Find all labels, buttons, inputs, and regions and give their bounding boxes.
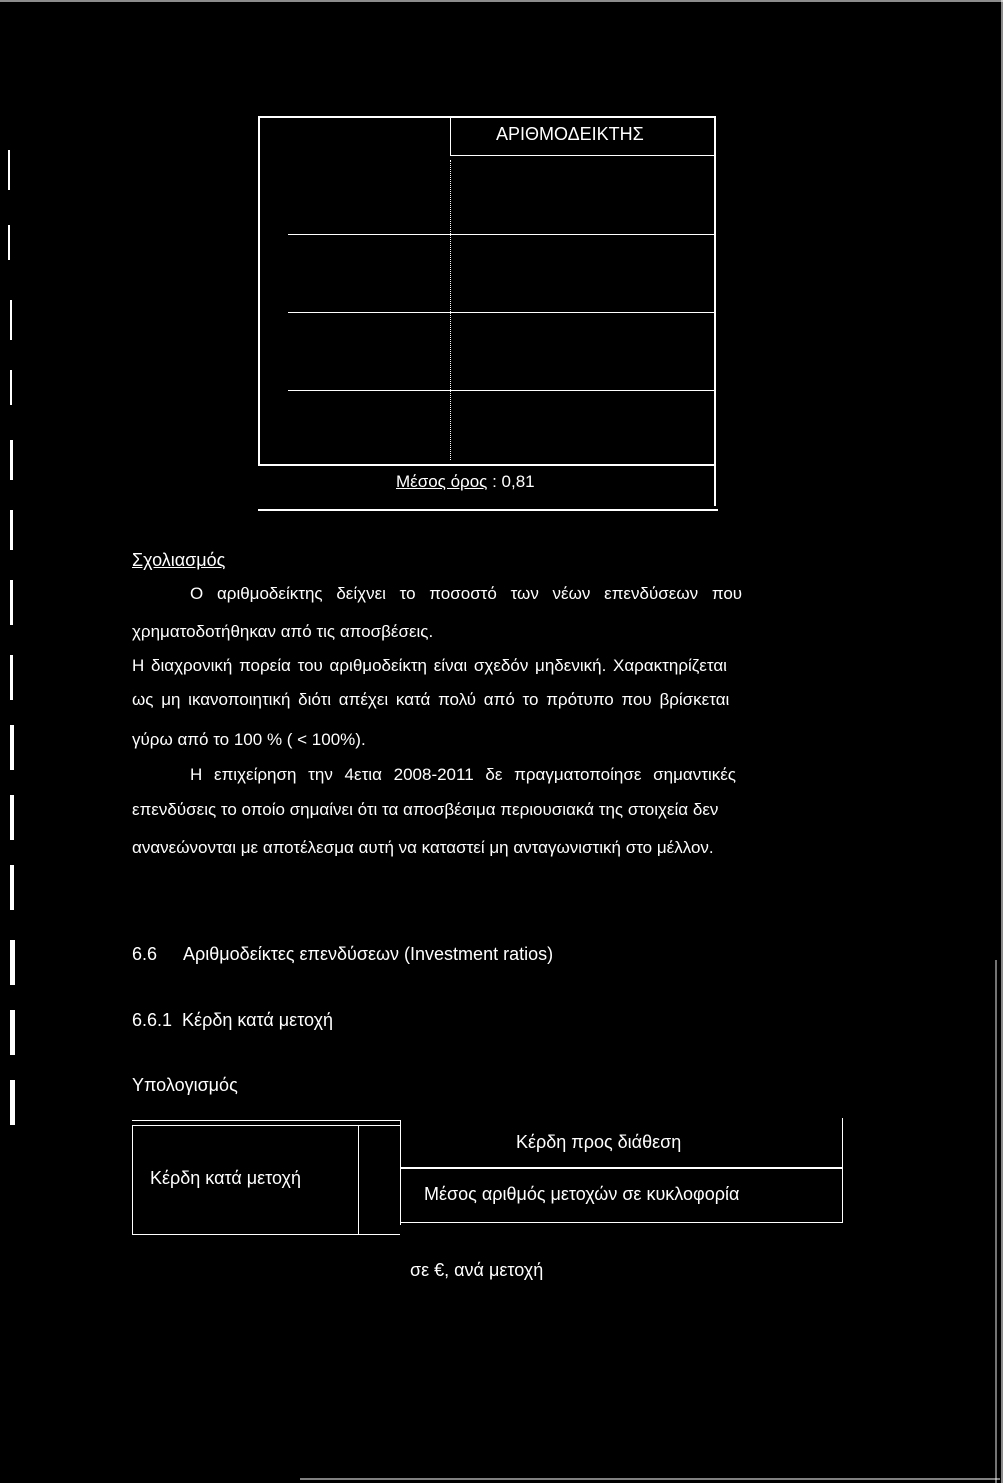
scan-edge-top: [0, 0, 1003, 2]
average-label: Μέσος όρος: [396, 472, 488, 491]
average-value: 0,81: [501, 472, 535, 491]
commentary-line: Η επιχείρηση την 4ετια 2008-2011 δε πραγματοποίησε σημαντικές: [190, 765, 736, 784]
commentary-line: Η διαχρονική πορεία του αριθμοδείκτη είναι σχεδόν μηδενική. Χαρακτηρίζεται: [132, 656, 727, 675]
formula-unit: σε €, ανά μετοχή: [410, 1260, 544, 1280]
commentary-line: Ο αριθμοδείκτης δείχνει το ποσοστό των νέων επενδύσεων που: [190, 584, 743, 603]
section-title: Αριθμοδείκτες επενδύσεων (Investment ratios): [183, 944, 554, 964]
commentary-line: ως μη ικανοποιητική διότι απέχει κατά πολύ από το πρότυπο που βρίσκεται: [132, 690, 730, 709]
scan-edge-bottom: [300, 1478, 1000, 1480]
section-number: 6.6.1: [132, 1010, 173, 1030]
calculation-label: Υπολογισμός: [132, 1075, 238, 1095]
index-table-header: ΑΡΙΘΜΟΔΕΙΚΤΗΣ: [496, 124, 644, 144]
formula-left-label: Κέρδη κατά μετοχή: [150, 1168, 301, 1188]
scan-edge-right-inner: [995, 960, 997, 1483]
commentary-line: ανανεώνονται με αποτέλεσμα αυτή να καταστεί μη ανταγωνιστική στο μέλλον.: [132, 838, 714, 857]
section-6-6-1-heading: [132, 1010, 333, 1031]
average-row: [396, 472, 535, 492]
formula-denominator: Μέσος αριθμός μετοχών σε κυκλοφορία: [424, 1184, 740, 1204]
commentary-line: γύρω από το 100 % ( < 100%).: [132, 730, 366, 749]
section-number: 6.6: [132, 944, 158, 964]
formula-numerator: Κέρδη προς διάθεση: [516, 1132, 682, 1152]
section-title: Κέρδη κατά μετοχή: [182, 1010, 334, 1030]
average-separator: :: [487, 472, 502, 491]
commentary-line: χρηματοδοτήθηκαν από τις αποσβέσεις.: [132, 622, 434, 641]
commentary-line: επενδύσεις το οποίο σημαίνει ότι τα αποσβέσιμα περιουσιακά της στοιχεία δεν: [132, 800, 719, 819]
commentary-title: Σχολιασμός: [132, 550, 226, 570]
section-6-6-heading: [132, 944, 553, 965]
